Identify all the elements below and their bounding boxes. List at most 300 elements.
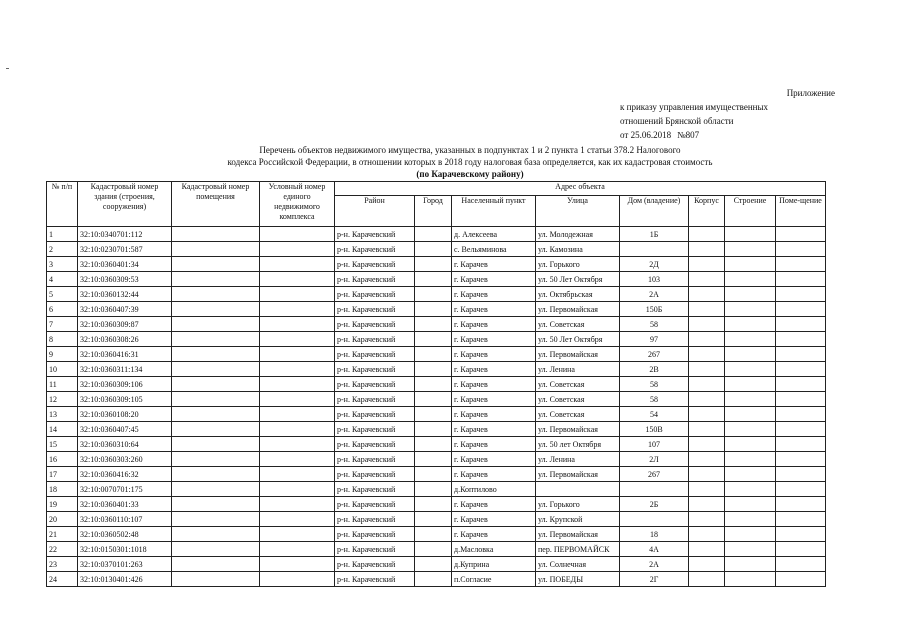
cad-building-cell: 32:10:0360310:64 xyxy=(78,437,172,452)
cad-room-cell xyxy=(172,377,260,392)
cad-room-cell xyxy=(172,257,260,272)
room-cell xyxy=(776,437,826,452)
building-cell xyxy=(725,392,776,407)
cad-room-cell xyxy=(172,467,260,482)
header-korpus: Корпус xyxy=(689,196,725,227)
row-number: 7 xyxy=(47,317,78,332)
street-cell: ул. Первомайская xyxy=(536,527,620,542)
table-row xyxy=(47,422,826,437)
cad-room-cell xyxy=(172,482,260,497)
building-cell xyxy=(725,227,776,242)
room-cell xyxy=(776,242,826,257)
district-cell: р-н. Карачевский xyxy=(335,362,415,377)
row-number: 8 xyxy=(47,332,78,347)
locality-cell: г. Карачев xyxy=(452,467,536,482)
room-cell xyxy=(776,497,826,512)
building-cell xyxy=(725,467,776,482)
street-cell: ул. Горького xyxy=(536,497,620,512)
locality-cell: д.Куприна xyxy=(452,557,536,572)
house-cell: 2А xyxy=(620,287,689,302)
room-cell xyxy=(776,272,826,287)
row-number: 18 xyxy=(47,482,78,497)
house-cell: 2А xyxy=(620,557,689,572)
cond-number-cell xyxy=(260,407,335,422)
row-number: 5 xyxy=(47,287,78,302)
house-cell: 2Л xyxy=(620,452,689,467)
building-cell xyxy=(725,257,776,272)
row-number: 21 xyxy=(47,527,78,542)
korpus-cell xyxy=(689,437,725,452)
korpus-cell xyxy=(689,422,725,437)
korpus-cell xyxy=(689,272,725,287)
street-cell: ул. 50 Лет Октября xyxy=(536,272,620,287)
cond-number-cell xyxy=(260,347,335,362)
city-cell xyxy=(415,317,452,332)
building-cell xyxy=(725,512,776,527)
city-cell xyxy=(415,452,452,467)
table-row xyxy=(47,317,826,332)
cad-room-cell xyxy=(172,407,260,422)
district-cell: р-н. Карачевский xyxy=(335,497,415,512)
cad-building-cell: 32:10:0360309:105 xyxy=(78,392,172,407)
table-row xyxy=(47,287,826,302)
house-cell: 2Д xyxy=(620,257,689,272)
street-cell: ул. 50 лет Октября xyxy=(536,437,620,452)
district-cell: р-н. Карачевский xyxy=(335,557,415,572)
city-cell xyxy=(415,362,452,377)
room-cell xyxy=(776,422,826,437)
cad-room-cell xyxy=(172,227,260,242)
district-cell: р-н. Карачевский xyxy=(335,257,415,272)
cad-building-cell: 32:10:0360309:106 xyxy=(78,377,172,392)
district-cell: р-н. Карачевский xyxy=(335,482,415,497)
table-row xyxy=(47,257,826,272)
house-cell: 4А xyxy=(620,542,689,557)
cond-number-cell xyxy=(260,527,335,542)
house-cell xyxy=(620,482,689,497)
cond-number-cell xyxy=(260,557,335,572)
city-cell xyxy=(415,347,452,362)
table-row xyxy=(47,527,826,542)
header-street: Улица xyxy=(536,196,620,227)
scan-mark xyxy=(6,68,9,69)
table-body xyxy=(47,227,826,587)
table-row xyxy=(47,542,826,557)
locality-cell: г. Карачев xyxy=(452,377,536,392)
korpus-cell xyxy=(689,227,725,242)
locality-cell: г. Карачев xyxy=(452,362,536,377)
building-cell xyxy=(725,302,776,317)
locality-cell: г. Карачев xyxy=(452,437,536,452)
cond-number-cell xyxy=(260,287,335,302)
cond-number-cell xyxy=(260,332,335,347)
district-cell: р-н. Карачевский xyxy=(335,347,415,362)
district-cell: р-н. Карачевский xyxy=(335,317,415,332)
street-cell: ул. Горького xyxy=(536,257,620,272)
cad-building-cell: 32:10:0130401:426 xyxy=(78,572,172,587)
locality-cell: г. Карачев xyxy=(452,317,536,332)
district-cell: р-н. Карачевский xyxy=(335,242,415,257)
locality-cell: г. Карачев xyxy=(452,422,536,437)
house-cell: 58 xyxy=(620,377,689,392)
cad-room-cell xyxy=(172,497,260,512)
district-cell: р-н. Карачевский xyxy=(335,287,415,302)
header-address: Адрес объекта xyxy=(335,182,826,196)
house-cell: 1Б xyxy=(620,227,689,242)
appendix-date: от 25.06.2018 xyxy=(620,130,672,140)
cad-building-cell: 32:10:0360407:39 xyxy=(78,302,172,317)
row-number: 22 xyxy=(47,542,78,557)
city-cell xyxy=(415,497,452,512)
locality-cell: г. Карачев xyxy=(452,332,536,347)
cad-building-cell: 32:10:0360502:48 xyxy=(78,527,172,542)
locality-cell: г. Карачев xyxy=(452,257,536,272)
building-cell xyxy=(725,362,776,377)
cond-number-cell xyxy=(260,512,335,527)
city-cell xyxy=(415,392,452,407)
table-row xyxy=(47,377,826,392)
header-locality: Населенный пункт xyxy=(452,196,536,227)
korpus-cell xyxy=(689,482,725,497)
house-cell: 2Б xyxy=(620,497,689,512)
korpus-cell xyxy=(689,497,725,512)
room-cell xyxy=(776,557,826,572)
table-row xyxy=(47,407,826,422)
korpus-cell xyxy=(689,362,725,377)
district-cell: р-н. Карачевский xyxy=(335,527,415,542)
building-cell xyxy=(725,422,776,437)
appendix-order-line: к приказу управления имущественных xyxy=(620,102,769,112)
table-row xyxy=(47,362,826,377)
cad-building-cell: 32:10:0360309:87 xyxy=(78,317,172,332)
appendix-number: №807 xyxy=(677,130,700,140)
room-cell xyxy=(776,332,826,347)
cad-room-cell xyxy=(172,452,260,467)
building-cell xyxy=(725,272,776,287)
header-house: Дом (владение) xyxy=(620,196,689,227)
room-cell xyxy=(776,317,826,332)
row-number: 19 xyxy=(47,497,78,512)
city-cell xyxy=(415,287,452,302)
locality-cell: г. Карачев xyxy=(452,527,536,542)
city-cell xyxy=(415,407,452,422)
cond-number-cell xyxy=(260,377,335,392)
building-cell xyxy=(725,242,776,257)
table-row xyxy=(47,467,826,482)
building-cell xyxy=(725,332,776,347)
table-row xyxy=(47,272,826,287)
locality-cell: д.Масловка xyxy=(452,542,536,557)
row-number: 2 xyxy=(47,242,78,257)
locality-cell: п.Согласие xyxy=(452,572,536,587)
locality-cell: г. Карачев xyxy=(452,407,536,422)
street-cell: ул. Первомайская xyxy=(536,347,620,362)
room-cell xyxy=(776,227,826,242)
district-cell: р-н. Карачевский xyxy=(335,452,415,467)
house-cell: 267 xyxy=(620,347,689,362)
district-cell: р-н. Карачевский xyxy=(335,422,415,437)
district-cell: р-н. Карачевский xyxy=(335,407,415,422)
room-cell xyxy=(776,512,826,527)
street-cell: ул. 50 Лет Октября xyxy=(536,332,620,347)
row-number: 14 xyxy=(47,422,78,437)
house-cell: 58 xyxy=(620,392,689,407)
title-district: (по Карачевскому району) xyxy=(416,169,524,179)
cond-number-cell xyxy=(260,482,335,497)
appendix-block xyxy=(620,86,835,142)
street-cell: ул. Молодежная xyxy=(536,227,620,242)
header-cad-room: Кадастровый номер помещения xyxy=(172,182,260,227)
room-cell xyxy=(776,542,826,557)
building-cell xyxy=(725,482,776,497)
house-cell: 58 xyxy=(620,317,689,332)
row-number: 23 xyxy=(47,557,78,572)
building-cell xyxy=(725,572,776,587)
city-cell xyxy=(415,377,452,392)
house-cell: 2В xyxy=(620,362,689,377)
house-cell xyxy=(620,512,689,527)
house-cell xyxy=(620,242,689,257)
street-cell: ул. Советская xyxy=(536,407,620,422)
korpus-cell xyxy=(689,467,725,482)
cond-number-cell xyxy=(260,422,335,437)
building-cell xyxy=(725,452,776,467)
row-number: 4 xyxy=(47,272,78,287)
room-cell xyxy=(776,572,826,587)
table-row xyxy=(47,242,826,257)
cad-building-cell: 32:10:0360303:260 xyxy=(78,452,172,467)
title-line-2: кодекса Российской Федерации, в отношении которых в 2018 году налоговая база определяется, как их кадастровая стоимость xyxy=(227,157,713,167)
cad-room-cell xyxy=(172,287,260,302)
street-cell: ул. Октябрьская xyxy=(536,287,620,302)
house-cell: 54 xyxy=(620,407,689,422)
cad-room-cell xyxy=(172,557,260,572)
korpus-cell xyxy=(689,257,725,272)
cond-number-cell xyxy=(260,272,335,287)
korpus-cell xyxy=(689,452,725,467)
cond-number-cell xyxy=(260,362,335,377)
cad-building-cell: 32:10:0360416:32 xyxy=(78,467,172,482)
house-cell: 2Г xyxy=(620,572,689,587)
cond-number-cell xyxy=(260,317,335,332)
cad-building-cell: 32:10:0360401:33 xyxy=(78,497,172,512)
street-cell: пер. ПЕРВОМАЙСК xyxy=(536,542,620,557)
table-row xyxy=(47,452,826,467)
korpus-cell xyxy=(689,242,725,257)
property-table xyxy=(46,181,826,587)
cad-building-cell: 32:10:0340701:112 xyxy=(78,227,172,242)
street-cell: ул. ПОБЕДЫ xyxy=(536,572,620,587)
row-number: 10 xyxy=(47,362,78,377)
building-cell xyxy=(725,497,776,512)
cad-building-cell: 32:10:0370101:263 xyxy=(78,557,172,572)
district-cell: р-н. Карачевский xyxy=(335,467,415,482)
building-cell xyxy=(725,407,776,422)
house-cell: 150Б xyxy=(620,302,689,317)
street-cell: ул. Первомайская xyxy=(536,302,620,317)
room-cell xyxy=(776,377,826,392)
locality-cell: г. Карачев xyxy=(452,452,536,467)
room-cell xyxy=(776,347,826,362)
row-number: 3 xyxy=(47,257,78,272)
cad-room-cell xyxy=(172,422,260,437)
district-cell: р-н. Карачевский xyxy=(335,227,415,242)
cond-number-cell xyxy=(260,542,335,557)
city-cell xyxy=(415,542,452,557)
table-row xyxy=(47,227,826,242)
cad-building-cell: 32:10:0360407:45 xyxy=(78,422,172,437)
cond-number-cell xyxy=(260,437,335,452)
table-row xyxy=(47,332,826,347)
cad-room-cell xyxy=(172,392,260,407)
appendix-label: Приложение xyxy=(786,88,835,98)
row-number: 9 xyxy=(47,347,78,362)
header-building: Строение xyxy=(725,196,776,227)
korpus-cell xyxy=(689,317,725,332)
row-number: 11 xyxy=(47,377,78,392)
cad-room-cell xyxy=(172,302,260,317)
cad-building-cell: 32:10:0360308:26 xyxy=(78,332,172,347)
korpus-cell xyxy=(689,572,725,587)
korpus-cell xyxy=(689,557,725,572)
locality-cell: г. Карачев xyxy=(452,347,536,362)
building-cell xyxy=(725,287,776,302)
district-cell: р-н. Карачевский xyxy=(335,332,415,347)
korpus-cell xyxy=(689,407,725,422)
city-cell xyxy=(415,227,452,242)
building-cell xyxy=(725,317,776,332)
header-num: № п/п xyxy=(47,182,78,227)
locality-cell: г. Карачев xyxy=(452,302,536,317)
cad-building-cell: 32:10:0360108:20 xyxy=(78,407,172,422)
district-cell: р-н. Карачевский xyxy=(335,392,415,407)
street-cell: ул. Крупской xyxy=(536,512,620,527)
cad-building-cell: 32:10:0070701:175 xyxy=(78,482,172,497)
cad-room-cell xyxy=(172,272,260,287)
city-cell xyxy=(415,437,452,452)
cad-building-cell: 32:10:0360110:107 xyxy=(78,512,172,527)
cad-room-cell xyxy=(172,437,260,452)
street-cell: ул. Советская xyxy=(536,377,620,392)
street-cell: ул. Советская xyxy=(536,392,620,407)
table-row xyxy=(47,302,826,317)
locality-cell: г. Карачев xyxy=(452,287,536,302)
city-cell xyxy=(415,257,452,272)
city-cell xyxy=(415,302,452,317)
locality-cell: с. Вельяминова xyxy=(452,242,536,257)
korpus-cell xyxy=(689,542,725,557)
house-cell: 267 xyxy=(620,467,689,482)
house-cell: 97 xyxy=(620,332,689,347)
korpus-cell xyxy=(689,377,725,392)
cond-number-cell xyxy=(260,467,335,482)
cond-number-cell xyxy=(260,257,335,272)
locality-cell: г. Карачев xyxy=(452,512,536,527)
cad-building-cell: 32:10:0360311:134 xyxy=(78,362,172,377)
street-cell: ул. Первомайская xyxy=(536,422,620,437)
korpus-cell xyxy=(689,347,725,362)
appendix-date-line xyxy=(620,128,835,142)
row-number: 13 xyxy=(47,407,78,422)
korpus-cell xyxy=(689,287,725,302)
building-cell xyxy=(725,437,776,452)
cad-building-cell: 32:10:0230701:587 xyxy=(78,242,172,257)
cond-number-cell xyxy=(260,497,335,512)
building-cell xyxy=(725,377,776,392)
korpus-cell xyxy=(689,527,725,542)
cad-room-cell xyxy=(172,347,260,362)
cond-number-cell xyxy=(260,392,335,407)
table-row xyxy=(47,512,826,527)
street-cell: ул. Камозина xyxy=(536,242,620,257)
district-cell: р-н. Карачевский xyxy=(335,377,415,392)
city-cell xyxy=(415,422,452,437)
cad-room-cell xyxy=(172,527,260,542)
district-cell: р-н. Карачевский xyxy=(335,437,415,452)
building-cell xyxy=(725,542,776,557)
district-cell: р-н. Карачевский xyxy=(335,542,415,557)
header-cad-building: Кадастровый номер здания (строения, сооружения) xyxy=(78,182,172,227)
table-row xyxy=(47,437,826,452)
room-cell xyxy=(776,287,826,302)
header-district: Район xyxy=(335,196,415,227)
cad-building-cell: 32:10:0360132:44 xyxy=(78,287,172,302)
street-cell xyxy=(536,482,620,497)
street-cell: ул. Советская xyxy=(536,317,620,332)
locality-cell: г. Карачев xyxy=(452,497,536,512)
room-cell xyxy=(776,392,826,407)
row-number: 1 xyxy=(47,227,78,242)
city-cell xyxy=(415,332,452,347)
cond-number-cell xyxy=(260,452,335,467)
room-cell xyxy=(776,467,826,482)
row-number: 20 xyxy=(47,512,78,527)
district-cell: р-н. Карачевский xyxy=(335,272,415,287)
city-cell xyxy=(415,482,452,497)
document-title xyxy=(40,144,900,180)
room-cell xyxy=(776,407,826,422)
header-room: Поме-щение xyxy=(776,196,826,227)
street-cell: ул. Первомайская xyxy=(536,467,620,482)
title-line-1: Перечень объектов недвижимого имущества, указанных в подпунктах 1 и 2 пункта 1 статьи 378.2 Налогового xyxy=(259,145,681,155)
room-cell xyxy=(776,302,826,317)
table-row xyxy=(47,572,826,587)
cad-room-cell xyxy=(172,512,260,527)
room-cell xyxy=(776,452,826,467)
table-row xyxy=(47,557,826,572)
room-cell xyxy=(776,257,826,272)
house-cell: 18 xyxy=(620,527,689,542)
table-row xyxy=(47,482,826,497)
city-cell xyxy=(415,242,452,257)
district-cell: р-н. Карачевский xyxy=(335,572,415,587)
cond-number-cell xyxy=(260,227,335,242)
cad-room-cell xyxy=(172,362,260,377)
row-number: 6 xyxy=(47,302,78,317)
room-cell xyxy=(776,482,826,497)
korpus-cell xyxy=(689,302,725,317)
table-row xyxy=(47,497,826,512)
city-cell xyxy=(415,527,452,542)
building-cell xyxy=(725,557,776,572)
street-cell: ул. Солнечная xyxy=(536,557,620,572)
locality-cell: г. Карачев xyxy=(452,392,536,407)
city-cell xyxy=(415,467,452,482)
district-cell: р-н. Карачевский xyxy=(335,512,415,527)
building-cell xyxy=(725,527,776,542)
house-cell: 103 xyxy=(620,272,689,287)
building-cell xyxy=(725,347,776,362)
